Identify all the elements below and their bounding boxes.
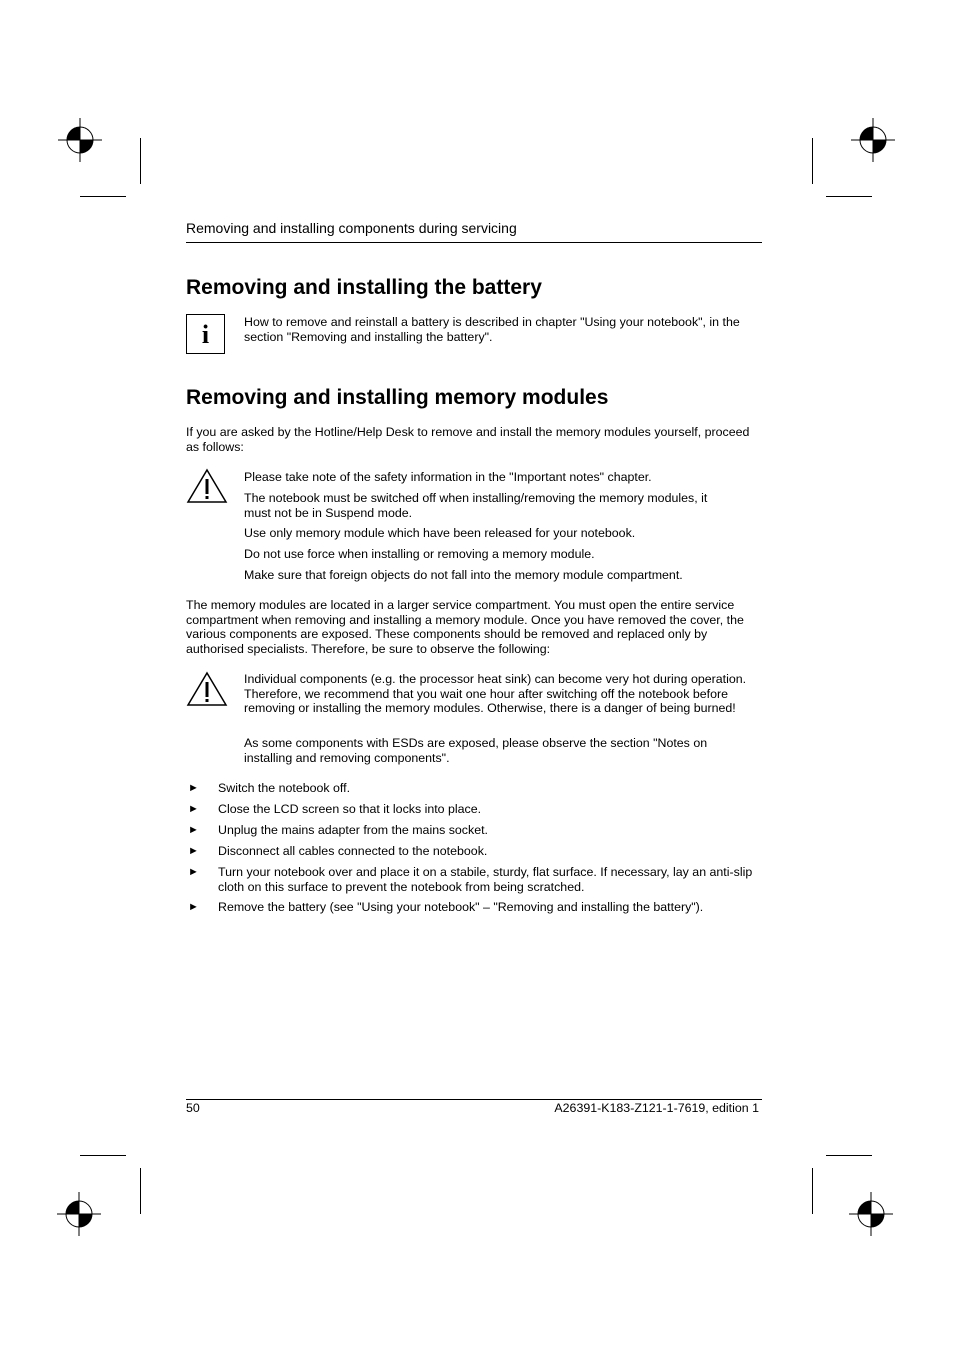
footer-rule <box>186 1099 762 1100</box>
crop-line <box>80 1155 126 1156</box>
service-compartment-paragraph: The memory modules are located in a larger service compartment. You must open the entire service compartment when removing and installing a memory module. Once you have removed the cover, the various components are exposed. These components should be removed and replaced only by authorised specialists. Therefore, be sure to observe the following: <box>186 598 744 656</box>
bullet-arrow-icon: ► <box>188 803 199 815</box>
crop-line <box>826 1155 872 1156</box>
warning-item: Please take note of the safety information in the "Important notes" chapter. <box>244 470 652 484</box>
registration-mark-icon <box>57 1192 101 1236</box>
bullet-arrow-icon: ► <box>188 866 199 878</box>
warning-item: The notebook must be switched off when installing/removing the memory modules, it must not be in Suspend mode. <box>244 491 708 520</box>
document-code: A26391-K183-Z121-1-7619, edition 1 <box>554 1101 759 1115</box>
crop-line <box>812 1168 813 1214</box>
bullet-arrow-icon: ► <box>188 901 199 913</box>
step-text: Turn your notebook over and place it on a stabile, sturdy, flat surface. If necessary, lay an anti-slip cloth on this surface to prevent the notebook from being scratched. <box>218 865 753 894</box>
header-rule <box>186 242 762 243</box>
intro-paragraph: If you are asked by the Hotline/Help Desk to remove and install the memory modules yourself, proceed as follows: <box>186 425 750 454</box>
registration-mark-icon <box>849 1192 893 1236</box>
crop-line <box>812 138 813 184</box>
step-text: Unplug the mains adapter from the mains socket. <box>218 823 488 837</box>
registration-mark-icon <box>58 118 102 162</box>
step-text: Switch the notebook off. <box>218 781 351 795</box>
warning-item: As some components with ESDs are exposed, please observe the section "Notes on installing and removing components". <box>244 736 708 765</box>
step-text: Disconnect all cables connected to the notebook. <box>218 844 488 858</box>
warning-item: Individual components (e.g. the processor heat sink) can become very hot during operation. Therefore, we recommend that you wait one hour after switching off the notebook before removing or installing the memory modules. Otherwise, there is a danger of being burned! <box>244 672 747 716</box>
crop-line <box>826 196 872 197</box>
warning-item: Use only memory module which have been released for your notebook. <box>244 526 636 540</box>
running-header: Removing and installing components during servicing <box>186 220 517 236</box>
page-number: 50 <box>186 1101 200 1115</box>
crop-line <box>140 138 141 184</box>
bullet-arrow-icon: ► <box>188 824 199 836</box>
step-text: Close the LCD screen so that it locks into place. <box>218 802 482 816</box>
warning-item: Make sure that foreign objects do not fall into the memory module compartment. <box>244 568 683 582</box>
info-icon: i <box>186 314 225 354</box>
warning-item: Do not use force when installing or removing a memory module. <box>244 547 595 561</box>
crop-line <box>140 1168 141 1214</box>
warning-triangle-icon <box>186 671 228 707</box>
warning-triangle-icon <box>186 468 228 504</box>
section-heading-battery: Removing and installing the battery <box>186 276 542 299</box>
crop-line <box>80 196 126 197</box>
section-heading-memory: Removing and installing memory modules <box>186 386 609 409</box>
bullet-arrow-icon: ► <box>188 845 199 857</box>
registration-mark-icon <box>851 118 895 162</box>
battery-note: How to remove and reinstall a battery is described in chapter "Using your notebook", in the section "Removing and installing the battery". <box>244 315 740 344</box>
step-text: Remove the battery (see "Using your notebook" – "Removing and installing the battery"). <box>218 900 704 914</box>
bullet-arrow-icon: ► <box>188 782 199 794</box>
